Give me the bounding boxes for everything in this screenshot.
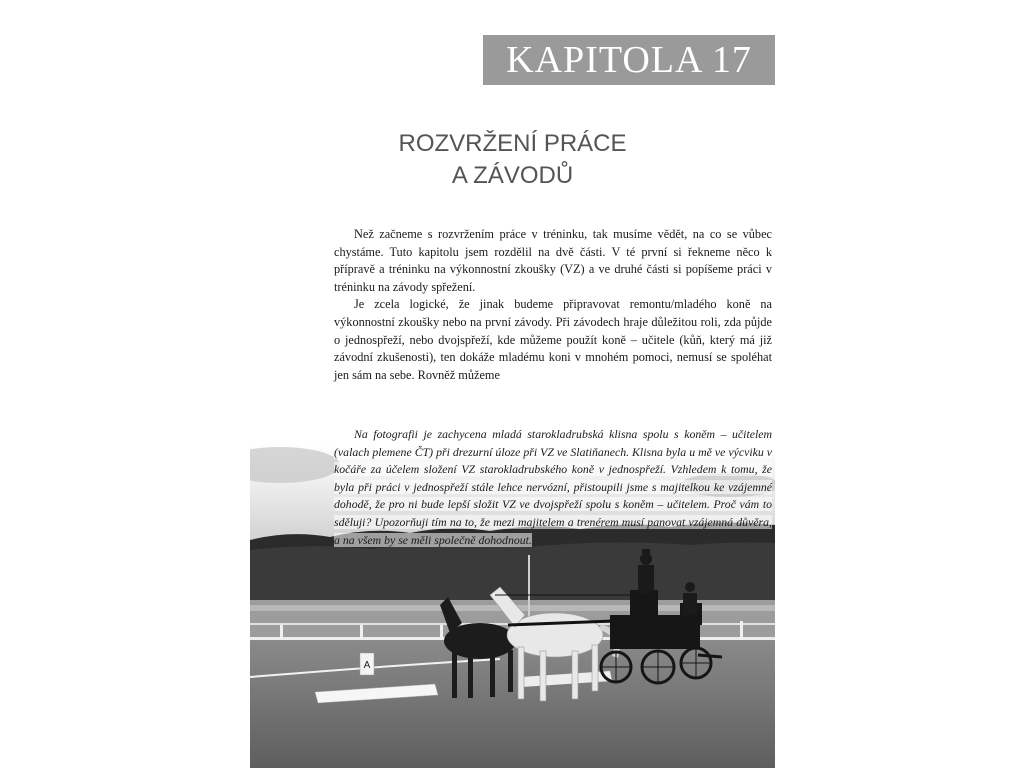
photo-caption-text: Na fotografii je zachycena mladá starokladrubská klisna spolu s koněm – učitelem (valach plemene ČT) při drezurní úloze při VZ ve Slatiňanech. Klisna byla u mě ve výcviku v kočáře za účelem složení VZ starokladrubského koně v jednospřeží. Vzhledem k tomu, že byla při práci v jednospřeží stále lehce nervózní, přistoupili jsme s majitelkou ke vzájemné dohodě, že pro ni bude lepší složit VZ ve dvojspřeží spolu s koněm – učitelem. Proč vám to sděluji? Upozorňuji tím na to, že mezi majitelem a trenérem musí panovat vzájemná důvěra, a na všem by se měli společně dohodnout.	[334, 427, 772, 547]
book-page	[250, 0, 775, 768]
chapter-label: KAPITOLA 17	[506, 39, 752, 81]
photo-caption	[334, 426, 772, 549]
chapter-title-line-2: A ZÁVODŮ	[451, 162, 574, 189]
chapter-title	[250, 128, 775, 192]
chapter-title-line-1: ROZVRŽENÍ PRÁCE	[398, 130, 627, 157]
body-text	[334, 226, 772, 384]
body-paragraph-2: Je zcela logické, že jinak budeme připravovat remontu/mladého koně na výkonnostní zkoušky nebo na první závody. Při závodech hraje důležitou roli, zda půjde o jednospřeží, nebo dvojspřeží, kde můžeme použít koně – učitele (kůň, který má již závodní zkušenosti), ten dokáže mladému koni v mnohém pomoci, nemusí se spoléhat jen sám na sebe. Rovněž můžeme	[334, 297, 772, 382]
arena-letter-marker: A	[363, 660, 371, 671]
chapter-heading	[483, 35, 775, 85]
body-paragraph-1: Než začneme s rozvržením práce v tréninku, tak musíme vědět, na co se vůbec chystáme. Tuto kapitolu jsem rozdělil na dvě části. V té první si řekneme něco k přípravě a tréninku na výkonnostní zkoušky (VZ) a ve druhé části si popíšeme práci v tréninku na závody spřežení.	[334, 227, 772, 294]
